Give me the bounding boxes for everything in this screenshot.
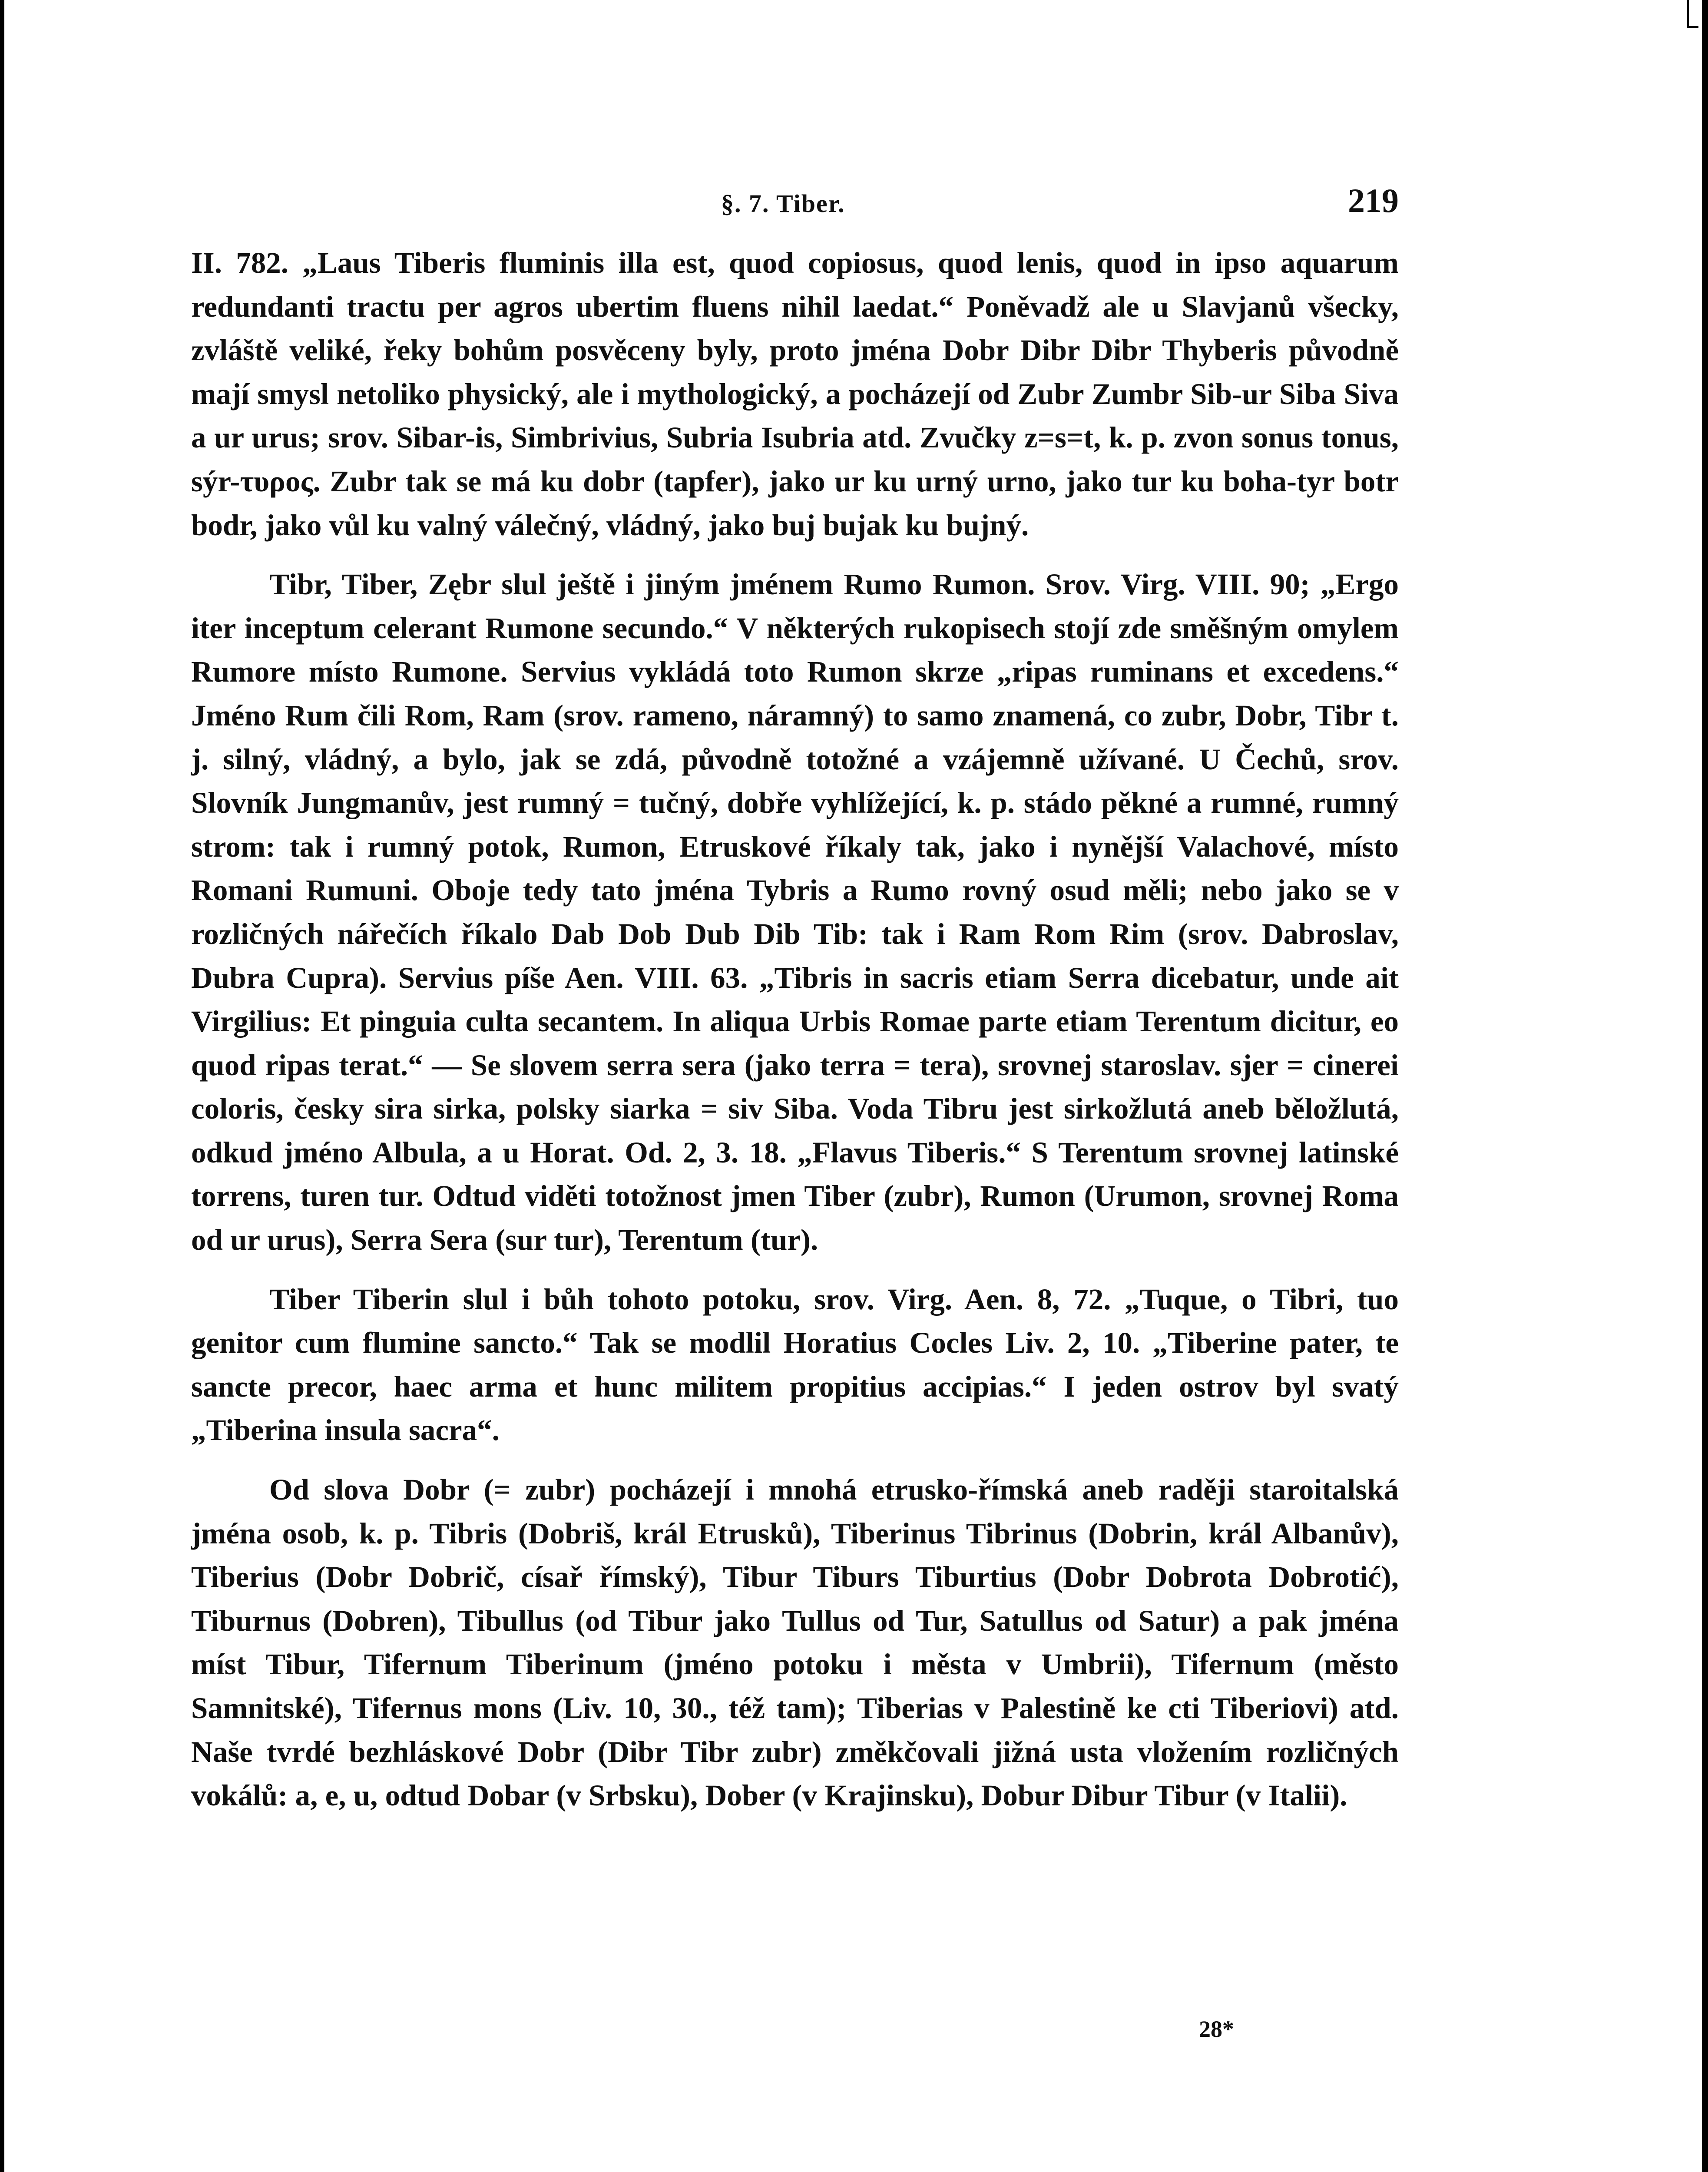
paragraph-3: Tiber Tiberin slul i bůh tohoto potoku, srov. Virg. Aen. 8, 72. „Tuque, o Tibri, tuo genitor cum flumine sancto.“ Tak se modlil Horatius Cocles Liv. 2, 10. „Tiberine pater, te sancte precor, haec arma et hunc militem propitius accipias.“ I jeden ostrov byl svatý „Tiberina insula sacra“.	[191, 1282, 1399, 1447]
paragraph-1: II. 782. „Laus Tiberis fluminis illa est, quod copiosus, quod lenis, quod in ipso aquarum redundanti tractu per agros ubertim fluens nihil laedat.“ Poněvadž ale u Slavjanů všecky, zvláště veliké, řeky bohům posvěceny byly, proto jména Dobr Dibr Dibr Thyberis původně mají smysl netoliko physický, ale i mythologický, a pocházejí od Zubr Zumbr Sib-ur Siba Siva a ur urus; srov. Sibar-is, Simbrivius, Subria Isubria atd. Zvučky z=s=t, k. p. zvon sonus tonus, sýr-τυρος. Zubr tak se má ku dobr (tapfer), jako ur ku urný urno, jako tur ku boha-tyr botr bodr, jako vůl ku valný válečný, vládný, jako buj bujak ku bujný.	[191, 246, 1399, 542]
scan-edge-right	[1702, 0, 1708, 2172]
page-number: 219	[1348, 182, 1399, 219]
scan-corner-mark	[1687, 0, 1698, 28]
paragraph-2: Tibr, Tiber, Zębr slul ještě i jiným jménem Rumo Rumon. Srov. Virg. VIII. 90; „Ergo iter inceptum celerant Rumone secundo.“ V některých rukopisech stojí zde směšným omylem Rumore místo Rumone. Servius vykládá toto Rumon skrze „ripas ruminans et excedens.“ Jméno Rum čili Rom, Ram (srov. rameno, náramný) to samo znamená, co zubr, Dobr, Tibr t. j. silný, vládný, a bylo, jak se zdá, původně totožné a vzájemně užívané. U Čechů, srov. Slovník Jungmanův, jest rumný = tučný, dobře vyhlížející, k. p. stádo pěkné a rumné, rumný strom: tak i rumný potok, Rumon, Etruskové říkaly tak, jako i nynější Valachové, místo Romani Rumuni. Oboje tedy tato jména Tybris a Rumo rovný osud měli; nebo jako se v rozličných nářečích říkalo Dab Dob Dub Dib Tib: tak i Ram Rom Rim (srov. Dabroslav, Dubra Cupra). Servius píše Aen. VIII. 63. „Tibris in sacris etiam Serra dicebatur, unde ait Virgilius: Et pinguia culta secantem. In aliqua Urbis Romae parte etiam Terentum dicitur, eo quod ripas terat.“ — Se slovem serra sera (jako terra = tera), srovnej staroslav. sjer = cinerei coloris, česky sira sirka, polsky siarka = siv Siba. Voda Tibru jest sirkožlutá aneb běložlutá, odkud jméno Albula, a u Horat. Od. 2, 3. 18. „Flavus Tiberis.“ S Terentum srovnej latinské torrens, turen tur. Odtud viděti totožnost jmen Tiber (zubr), Rumon (Urumon, srovnej Roma od ur urus), Serra Sera (sur tur), Terentum (tur).	[191, 568, 1399, 1257]
page-body	[191, 241, 1399, 1818]
running-title: §. 7. Tiber.	[721, 189, 845, 218]
page-header	[191, 182, 1399, 232]
scan-edge-left	[0, 0, 4, 2172]
signature-mark: 28*	[1199, 2016, 1234, 2042]
paragraph-4: Od slova Dobr (= zubr) pocházejí i mnohá etrusko-římská aneb raději staroitalská jména osob, k. p. Tibris (Dobriš, král Etrusků), Tiberinus Tibrinus (Dobrin, král Albanův), Tiberius (Dobr Dobrič, císař římský), Tibur Tiburs Tiburtius (Dobr Dobrota Dobrotić), Tiburnus (Dobren), Tibullus (od Tibur jako Tullus od Tur, Satullus od Satur) a pak jména míst Tibur, Tifernum Tiberinum (jméno potoku i města v Umbrii), Tifernum (město Samnitské), Tifernus mons (Liv. 10, 30., též tam); Tiberias v Palestině ke cti Tiberiovi) atd. Naše tvrdé bezhláskové Dobr (Dibr Tibr zubr) změkčovali jižná usta vložením rozličných vokálů: a, e, u, odtud Dobar (v Srbsku), Dober (v Krajinsku), Dobur Dibur Tibur (v Italii).	[191, 1473, 1399, 1812]
